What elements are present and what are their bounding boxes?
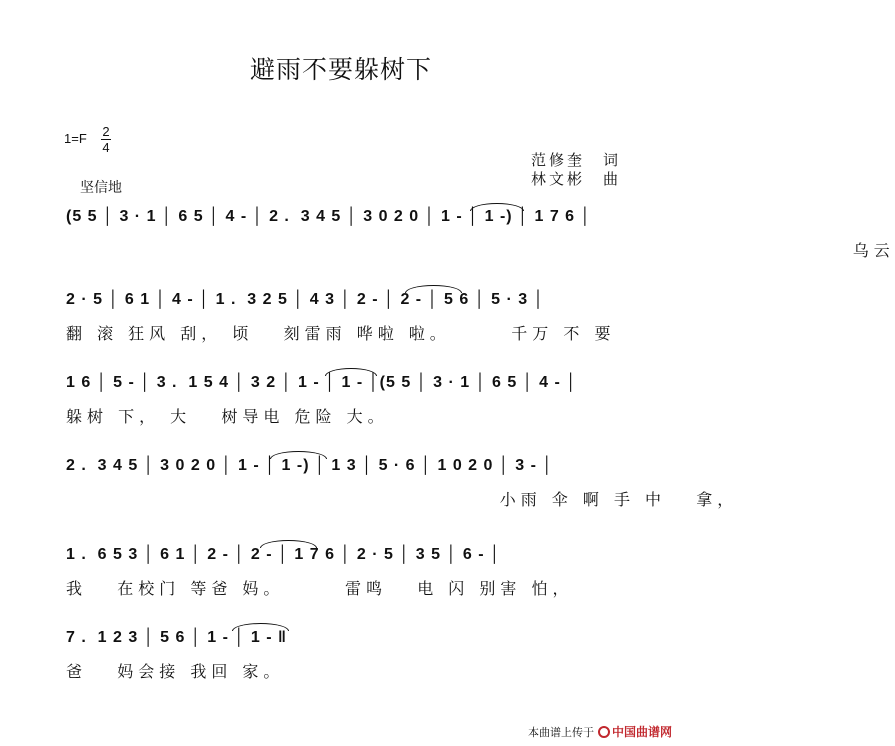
notation-line: 7 . 1 2 3 │ 5 6 │ 1 - │ 1 - ‖ <box>66 629 287 646</box>
tie-mark <box>270 451 327 459</box>
lyrics-line: 我 在校门 等爸 妈。 雷鸣 电 闪 别害 怕， <box>66 579 574 598</box>
tempo-marking: 坚信地 <box>80 180 122 196</box>
time-signature-top: 2 <box>102 124 110 139</box>
notation-line: 1 6 │ 5 - │ 3 . 1 5 4 │ 3 2 │ 1 - │ 1 - │(5 5 │ 3 · 1 │ 6 5 │ 4 - │ <box>66 374 578 391</box>
lyrics-line: 爸 妈会接 我回 家。 <box>66 662 285 681</box>
tie-mark <box>470 203 524 211</box>
lyrics-line: 小雨 伞 啊 手 中 拿， <box>66 490 739 509</box>
tie-mark <box>260 540 317 548</box>
tie-mark <box>405 285 462 293</box>
site-name: 中国曲谱网 <box>611 725 672 739</box>
logo-icon <box>598 726 610 738</box>
lyrics-line: 翻 滚 狂风 刮， 顷 刻雷雨 哗啦 啦。 千万 不 要 <box>66 324 616 343</box>
notation-line: 1 . 6 5 3 │ 6 1 │ 2 - │ 2 - │ 1 7 6 │ 2 · 5 │ 3 5 │ 6 - │ <box>66 546 502 563</box>
tie-mark <box>232 623 289 631</box>
footer <box>528 723 672 740</box>
composer-credit: 林文彬 曲 <box>531 170 622 188</box>
notation-line: 2 · 5 │ 6 1 │ 4 - │ 1 . 3 2 5 │ 4 3 │ 2 - │ 2 - │ 5 6 │ 5 · 3 │ <box>66 291 545 308</box>
song-title: 避雨不要躲树下 <box>249 55 432 84</box>
lyrics-line: 躲树 下， 大 树导电 危险 大。 <box>66 407 389 426</box>
time-signature <box>101 124 111 155</box>
lyricist-credit: 范修奎 词 <box>531 151 622 169</box>
key-signature: 1=F <box>64 131 87 146</box>
site-logo[interactable] <box>598 723 672 740</box>
footer-text: 本曲谱上传于 <box>527 725 594 739</box>
time-signature-bottom: 4 <box>102 140 110 155</box>
notation-line: 2 . 3 4 5 │ 3 0 2 0 │ 1 - │ 1 -) │ 1 3 │ 5 · 6 │ 1 0 2 0 │ 3 - │ <box>66 457 554 474</box>
notation-line: (5 5 │ 3 · 1 │ 6 5 │ 4 - │ 2 . 3 4 5 │ 3 0 2 0 │ 1 - │ 1 -) │ 1 7 6 │ <box>66 208 592 225</box>
tie-mark <box>325 368 377 376</box>
lyrics-line: 乌云 <box>66 241 895 260</box>
